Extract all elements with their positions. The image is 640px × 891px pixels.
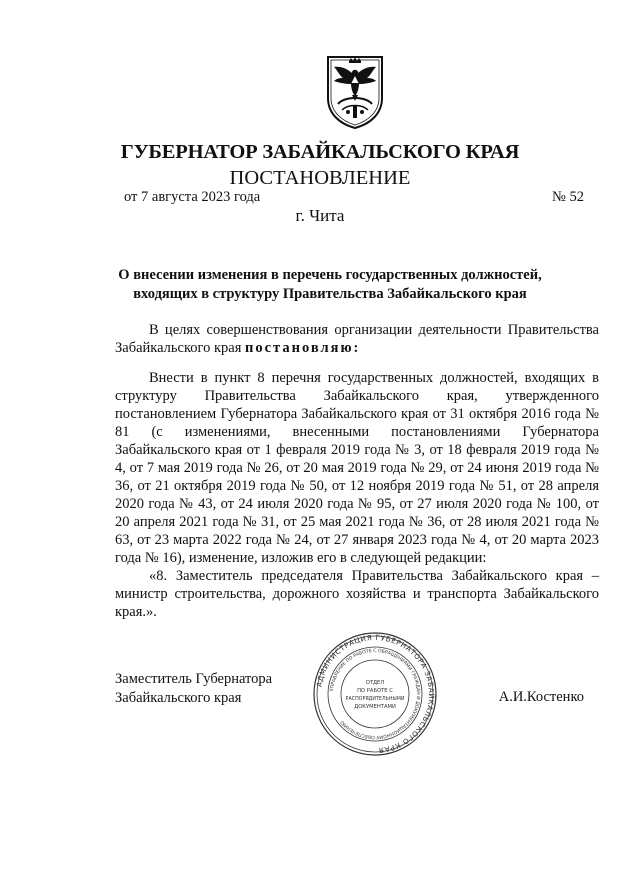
svg-text:УПРАВЛЕНИЕ ПО РАБОТЕ С ОБРАЩЕН — [329, 648, 421, 740]
subject-line-1: О внесении изменения в перечень государственных должностей, — [118, 267, 542, 283]
document-type: ПОСТАНОВЛЕНИЕ — [229, 167, 411, 189]
seal-center-line-4: ДОКУМЕНТАМИ — [354, 704, 396, 710]
document-city: г. Чита — [295, 206, 345, 225]
intro-text: В целях совершенствования организации деятельности Правительства Забайкальского края — [115, 322, 599, 356]
coat-of-arms-icon — [324, 54, 386, 130]
issuer-title: ГУБЕРНАТОР ЗАБАЙКАЛЬСКОГО КРАЯ — [120, 141, 520, 163]
document-number: № 52 — [552, 189, 584, 205]
document-date: от 7 августа 2023 года — [124, 189, 261, 205]
subject-line-2: входящих в структуру Правительства Забайкальского края — [133, 286, 527, 302]
seal-inner-text: УПРАВЛЕНИЕ ПО РАБОТЕ С ОБРАЩЕНИЯМИ ГРАЖДАН И ДОКУМЕНТАЦИОННОМУ ОБЕСПЕЧЕНИЮ — [330, 648, 421, 740]
intro-decree-word: постановляю: — [245, 340, 361, 356]
signatory-title — [115, 670, 272, 708]
official-seal — [312, 631, 438, 757]
intro-paragraph — [115, 321, 599, 357]
document-subject — [60, 266, 600, 304]
signatory-name: А.И.Костенко — [498, 689, 584, 705]
signatory-title-line-1: Заместитель Губернатора — [115, 671, 273, 687]
amendment-quote: «8. Заместитель председателя Правительства Забайкальского края – министр строительства, дорожного хозяйства и транспорта Забайкальского края.». — [115, 568, 599, 620]
signatory-title-line-2: Забайкальского края — [115, 690, 242, 706]
body-paragraph: Внести в пункт 8 перечня государственных должностей, входящих в структуру Правительства Забайкальского края, утвержденного постановлением Губернатора Забайкальского края от 31 октября 2016 года № 81 (с изменениями, внесенными постановлениями Губернатора Забайкальского края от 1 февраля 2019 года № 3, от 18 февраля 2019 года № 4, от 7 мая 2019 года № 26, от 20 мая 2019 года № 29, от 24 июня 2019 года № 36, от 21 октября 2019 года № 50, от 12 ноября 2019 года № 51, от 28 апреля 2020 года № 43, от 24 июля 2020 года № 95, от 27 июля 2020 года № 100, от 20 апреля 2021 года № 31, от 25 мая 2021 года № 36, от 28 июля 2021 года № 63, от 23 марта 2022 года № 24, от 27 января 2023 года № 4, от 20 марта 2023 года № 16), изменение, изложив его в следующей редакции: — [115, 370, 599, 566]
seal-center-line-1: ОТДЕЛ — [365, 680, 385, 686]
seal-center-line-3: РАСПОРЯДИТЕЛЬНЫМИ — [345, 697, 405, 702]
seal-outer-text: АДМИНИСТРАЦИЯ ГУБЕРНАТОРА ЗАБАЙКАЛЬСКОГО КРАЯ — [314, 632, 437, 755]
seal-center-line-2: ПО РАБОТЕ С — [357, 688, 393, 694]
